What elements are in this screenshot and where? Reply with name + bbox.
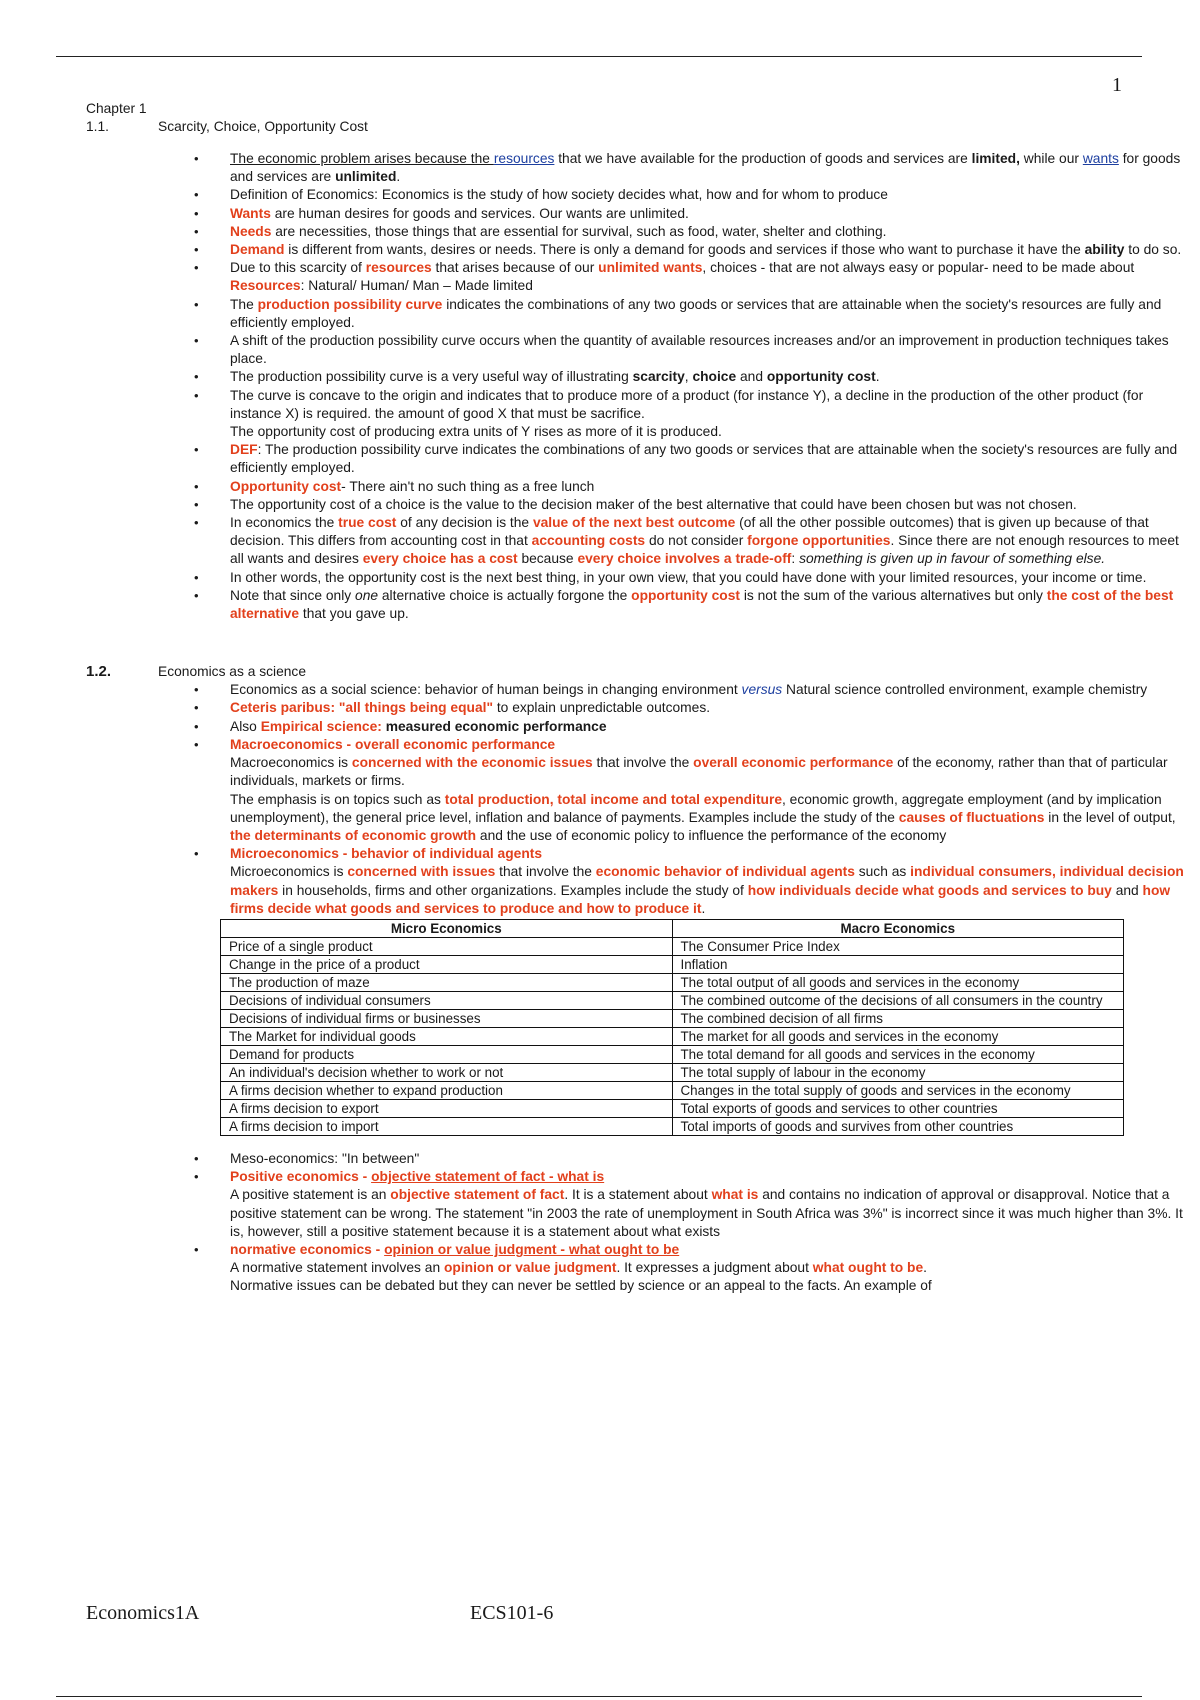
table-cell: An individual's decision whether to work or not [221,1063,673,1081]
table-cell: Decisions of individual firms or businesses [221,1009,673,1027]
list-item [230,186,1192,204]
table-row [221,955,1124,973]
text-span: economic behavior of individual agents [595,864,855,880]
text-span: . [701,900,706,916]
table-row [221,1099,1124,1117]
text-span: while our [1019,151,1083,166]
table-row [221,1063,1124,1081]
text-span: accounting costs [531,533,646,549]
list-item [230,1241,1192,1296]
text-span: what ought to be [812,1260,924,1276]
text-span: one [355,587,379,603]
text-span: . It expresses a judgment about [616,1260,813,1276]
text-span: Macroeconomics - overall economic performance [230,736,556,752]
list-item [230,223,1192,241]
text-span: the determinants of economic growth [230,827,477,843]
table-header-row [221,919,1124,937]
text-span: Economics as a social science: behavior of human beings in changing environment [230,682,742,698]
text-span: that we have available for the production of goods and services are [554,151,972,166]
text-span: Positive economics - [230,1169,372,1185]
text-span: is different from wants, desires or needs. There is only a demand for goods and services if those who want to purchase it have the [284,242,1085,258]
section-number: 1.1. [86,119,110,134]
list-item [230,845,1192,918]
top-rule [56,56,1142,57]
text-span: causes of fluctuations [898,809,1045,825]
text-span: choice [692,369,737,385]
section-heading-1-2 [86,663,1142,681]
table-cell: The total demand for all goods and services in the economy [672,1045,1124,1063]
text-span: resources [493,151,555,166]
table-cell: The market for all goods and services in the economy [672,1027,1124,1045]
section-heading-1-1 [86,118,1142,136]
text-span: Ceteris paribus: "all things being equal" [230,700,494,716]
text-span: Wants [230,205,271,221]
text-span: Empirical science: [260,718,382,734]
text-span: to do so. [1124,242,1182,258]
text-span: and the use of economic policy to influence the performance of the economy [476,827,947,843]
text-span: ability [1084,242,1125,258]
text-span: (of all the other possible outcomes) that is given up because of that decision. This differs from accounting cost in that [230,515,1149,549]
text-span: the cost of the best alternative [230,587,1174,622]
list-item [230,368,1192,386]
text-span: are human desires for goods and services. Our wants are unlimited. [270,205,689,221]
table-cell: Decisions of individual consumers [221,991,673,1009]
text-span: in households, firms and other organizations. Examples include the study of [278,882,748,898]
table-cell: Demand for products [221,1045,673,1063]
chapter-label: Chapter 1 [86,101,147,116]
list-item [230,1168,1192,1241]
text-span: Note that since only [230,587,356,603]
text-span: Macroeconomics is [230,755,352,771]
text-span: Microeconomics is [230,864,348,880]
text-span: of the economy, rather than that of particular individuals, markets or firms. [230,755,1168,789]
table-cell: The total supply of labour in the economy [672,1063,1124,1081]
text-span: limited, [971,151,1020,166]
micro-macro-table [220,919,1124,1136]
text-span: opportunity cost [631,587,740,603]
text-span: for goods and services are [230,151,1181,185]
section-title: Economics as a science [158,664,306,680]
text-span: unlimited [335,169,397,185]
text-span: do not consider [645,533,748,549]
text-span: measured economic performance [381,718,607,734]
text-span: resources [365,260,432,276]
list-item [230,296,1192,332]
text-span: opinion or value judgment [443,1260,617,1276]
text-span: Meso-economics: "In between" [230,1150,420,1166]
text-span: how individuals decide what goods and services to buy [747,882,1112,898]
list-item [230,496,1192,514]
text-span: individual consumers, individual decision makers [230,864,1184,898]
text-span: The opportunity cost of producing extra units of Y rises as more of it is produced. [230,424,722,440]
text-span: The [230,296,258,312]
text-span: , choices - that are not always easy or popular- need to be made about [702,260,1135,276]
text-span: Demand [230,242,285,258]
table-cell: The Consumer Price Index [672,937,1124,955]
text-span: A positive statement is an [230,1187,391,1203]
text-span: versus [741,682,783,698]
list-item [230,241,1192,259]
section-title: Scarcity, Choice, Opportunity Cost [158,119,368,134]
table-cell: Price of a single product [221,937,673,955]
text-span: because [517,551,578,567]
table-cell: Total exports of goods and services to other countries [672,1099,1124,1117]
text-span: objective statement of fact [390,1187,565,1203]
text-span: , economic growth, aggregate employment (and by implication unemployment), the general price level, inflation and balance of payments. Examples include the study of the [230,791,1162,825]
table-cell: Change in the price of a product [221,955,673,973]
footer-course: Economics1A [86,1602,200,1624]
text-span: value of the next best outcome [532,515,736,531]
bottom-rule [56,1696,1142,1697]
list-item [230,441,1192,477]
text-span: Definition of Economics: Economics is the study of how society decides what, how and for whom to produce [230,187,888,203]
page-content [86,100,1184,1296]
text-span: that involve the [495,864,596,880]
text-span: : Natural/ Human/ Man – Made limited [300,278,533,294]
table-cell: The production of maze [221,973,673,991]
list-item [230,150,1192,186]
text-span: and [736,369,767,385]
text-span: The curve is concave to the origin and indicates that to produce more of a product (for instance Y), a decline in the production of the other product (for instance X) is required. the amount of good X that must be sacrifice. [230,387,1144,421]
text-span: Resources [230,278,301,294]
text-span: : [791,551,800,567]
text-span: every choice involves a trade-off [577,551,792,567]
text-span: The opportunity cost of a choice is the value to the decision maker of the best alternative that could have been chosen but was not chosen. [230,496,1077,512]
text-span: total production, total income and total expenditure [444,791,783,807]
list-item [230,736,1192,845]
list-item [230,514,1192,569]
text-span: every choice has a cost [362,551,518,567]
list-item [230,387,1192,442]
text-span: . [875,369,880,385]
text-span: A normative statement involves an [230,1260,444,1276]
text-span: In other words, the opportunity cost is the next best thing, in your own view, that you could have done with your limited resources, your income or time. [230,569,1147,585]
text-span: . It is a statement about [564,1187,712,1203]
table-cell: The combined outcome of the decisions of all consumers in the country [672,991,1124,1009]
list-item [230,1150,1192,1168]
table-row [221,1117,1124,1135]
text-span: The emphasis is on topics such as [230,791,445,807]
text-span: concerned with issues [347,864,496,880]
text-span: true cost [338,515,397,531]
table-cell: The combined decision of all firms [672,1009,1124,1027]
text-span: alternative choice is actually forgone the [378,587,632,603]
table-cell: Total imports of goods and survives from other countries [672,1117,1124,1135]
text-span: Also [230,718,261,734]
table-row [221,991,1124,1009]
text-span: and [1111,882,1143,898]
text-span: such as [854,864,911,880]
text-span: scarcity [632,369,685,385]
table-row [221,1009,1124,1027]
text-span: The production possibility curve is a very useful way of illustrating [230,369,633,385]
text-span: . Since there are not enough resources to meet all wants and desires [230,533,1179,567]
text-span: In economics the [230,515,339,531]
list-item [230,699,1192,717]
text-span: that arises because of our [431,260,599,276]
table-row [221,1081,1124,1099]
text-span: that you gave up. [299,606,409,622]
text-span: Microeconomics - behavior of individual agents [230,846,543,862]
list-item [230,587,1192,623]
table-header: Macro Economics [672,919,1124,937]
table-cell: Inflation [672,955,1124,973]
table-cell: A firms decision whether to expand production [221,1081,673,1099]
list-item [230,259,1192,295]
text-span: A shift of the production possibility curve occurs when the quantity of available resources increases and/or an improvement in production techniques takes place. [230,333,1169,367]
text-span: in the level of output, [1044,809,1176,825]
text-span: that involve the [592,755,694,771]
text-span: - There ain't no such thing as a free lunch [341,478,595,494]
text-span: opinion or value judgment - what ought to be [384,1241,680,1257]
section-number: 1.2. [86,663,112,681]
text-span: production possibility curve [257,296,443,312]
text-span: Due to this scarcity of [230,260,366,276]
text-span: Needs [230,223,272,239]
text-span: Opportunity cost [230,478,342,494]
text-span: of any decision is the [396,515,533,531]
text-span: Natural science controlled environment, example chemistry [782,682,1148,698]
text-span: DEF [230,442,258,458]
list-item [230,718,1192,736]
page-number: 1 [1112,74,1122,96]
text-span: . [923,1260,927,1276]
text-span: : The production possibility curve indicates the combinations of any two goods or services that are attainable when the society's resources are fully and efficiently employed. [230,442,1178,476]
list-item [230,569,1192,587]
text-span: unlimited wants [598,260,703,276]
section-1-2-bullets-continued [230,1150,1192,1296]
table-row [221,1027,1124,1045]
table-header: Micro Economics [221,919,673,937]
text-span: Normative issues can be debated but they can never be settled by science or an appeal to the facts. An example of [230,1278,932,1294]
table-cell: The Market for individual goods [221,1027,673,1045]
table-row [221,973,1124,991]
text-span: The economic problem arises because the [230,151,494,166]
text-span: objective statement of fact - what is [371,1169,605,1185]
text-span: . [396,169,401,185]
text-span: something is given up in favour of something else. [799,551,1106,567]
text-span: concerned with the economic issues [351,755,593,771]
list-item [230,205,1192,223]
text-span: how firms decide what goods and services to produce and how to produce it [230,882,1171,916]
text-span: normative economics - [230,1241,385,1257]
text-span: wants [1082,151,1119,166]
list-item [230,332,1192,368]
text-span: , [684,369,693,385]
text-span: to explain unpredictable outcomes. [493,700,711,716]
table-row [221,1045,1124,1063]
footer-code: ECS101-6 [470,1602,554,1624]
section-1-1-bullets [230,150,1192,623]
list-item [230,681,1192,699]
section-1-2-bullets [230,681,1192,918]
text-span: are necessities, those things that are essential for survival, such as food, water, shelter and clothing. [271,223,887,239]
table-cell: A firms decision to import [221,1117,673,1135]
table-cell: A firms decision to export [221,1099,673,1117]
text-span: opportunity cost [766,369,876,385]
table-cell: Changes in the total supply of goods and services in the economy [672,1081,1124,1099]
list-item [230,478,1192,496]
table-row [221,937,1124,955]
text-span: is not the sum of the various alternatives but only [739,587,1047,603]
text-span: and contains no indication of approval or disapproval. Notice that a positive statement can be wrong. The statement "in 2003 the rate of unemployment in South Africa was 3%" is incorrect since it was much higher than 3%. It is, however, still a positive statement because it is a statement about what exists [230,1187,1183,1239]
text-span: forgone opportunities [747,533,891,549]
table-cell: The total output of all goods and services in the economy [672,973,1124,991]
text-span: overall economic performance [693,755,894,771]
text-span: indicates the combinations of any two goods or services that are attainable when the society's resources are fully and efficiently employed. [230,296,1162,330]
text-span: what is [711,1187,759,1203]
